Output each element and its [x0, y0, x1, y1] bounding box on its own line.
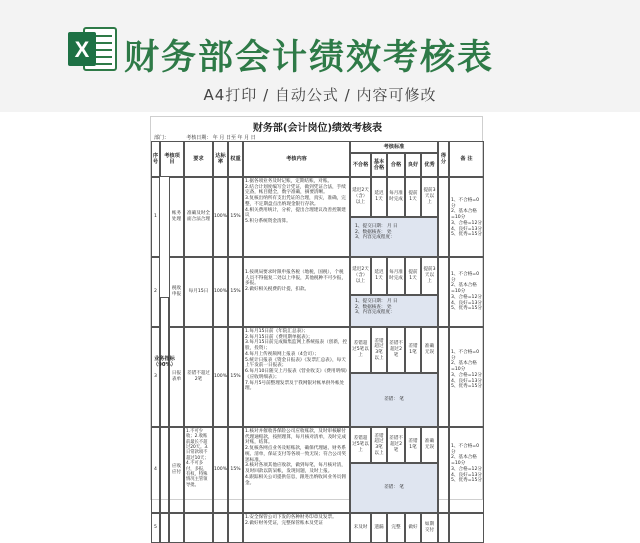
- row2-content: 1.按规局要求时限申报各税（地税，国税），个税人员不得拖复二处以上申报，其他税种不可少报，多报。 2.做好相关税费的计提，扣款。: [243, 257, 350, 327]
- header-standard: 考核标准: [350, 141, 438, 153]
- row4-pass: 差错不超过2笔: [387, 427, 405, 463]
- row1-rate: 100%: [213, 177, 228, 257]
- row5-fail: 未及时: [350, 513, 371, 543]
- row1-good: 提前1天: [405, 177, 421, 217]
- row3-weight: 15%: [228, 327, 243, 427]
- row4-rate: 100%: [213, 427, 228, 513]
- row3-item: 日报表单: [169, 327, 184, 427]
- row1-req: 准确及时全面合法合理: [184, 177, 213, 257]
- header-note: 备 注: [449, 141, 484, 177]
- row4-excellent: 准确无误: [421, 427, 438, 463]
- row2-item: 税收申报: [169, 257, 184, 327]
- meta-dept: 部门：: [154, 135, 170, 141]
- row5-good: 做好: [405, 513, 421, 543]
- row5-basic: 遗漏: [371, 513, 387, 543]
- row4-seq: 4: [151, 427, 160, 513]
- row5-item: [169, 513, 184, 543]
- row5-spacer: [160, 513, 169, 543]
- excel-icon: [66, 24, 118, 74]
- row3-excellent: 准确无误: [421, 327, 438, 373]
- header-content: 考核内容: [243, 141, 350, 177]
- row4-note: 1、不合格=0分 2、基本合格=10分 3、合格=12分 4、良好=13分 5、优秀=15分: [449, 427, 484, 513]
- row1-content: 1.据各项业务及时记账，定期结账，对账。 2.结合计划度编写会计凭证，做到凭证合法，手续完备，帐目健全，数字准确，摘要清晰。 3.复核出纳所有支出凭证的合理，真实，准确，完整，不定期盘点出纳现金银行存款。 4.相关费用统计，分析，提出合理建议改善控制建议 5.积分系统资金清算。: [243, 177, 350, 257]
- row1-pass: 每月准时完成: [387, 177, 405, 217]
- row1-basic: 延迟1天: [371, 177, 387, 217]
- row5-pass: 完整: [387, 513, 405, 543]
- row5-rate: [213, 513, 228, 543]
- row1-score[interactable]: [438, 177, 449, 257]
- header-excellent: 优秀: [421, 153, 438, 177]
- row1-fail: 延迟2天（含）以上: [350, 177, 371, 217]
- row2-pass: 每月准时完成: [387, 257, 405, 295]
- header-rate: 达标率: [213, 141, 228, 177]
- row3-fail: 差错超过5笔以上: [350, 327, 371, 373]
- row2-sub: 1、提交日期： 月 日 2、数据核查： 处 3、内容完成程度：: [350, 295, 438, 327]
- row5-seq: 5: [151, 513, 160, 543]
- row3-sub: 差错： 笔: [350, 373, 438, 427]
- row4-item: 应收应付: [169, 427, 184, 513]
- row2-weight: 15%: [228, 257, 243, 327]
- page-subtitle: A4打印 / 自动公式 / 内容可修改: [203, 86, 437, 104]
- header-item: 考核项目: [160, 141, 184, 177]
- row5-excellent: 如期交付: [421, 513, 438, 543]
- row2-basic: 延迟1天: [371, 257, 387, 295]
- row4-content: 1.核对并催收各保险公司应收账款，及时审核解付代理通赔款，按照理算，每月核对清单，及时完成对账，结算。 2.复核各网点业务及赔账款，确保代理通、财务系统、清单，保证支付等各项一致无误；符合公司奖惩标准。 3.核对各项其他应收款，做到每笔，每月核对清，及时回款以防呆帐，发现问题，及时上报。 4.跟踪相关公司提供信息，跟进出纳收回业务员佣金。: [243, 427, 350, 513]
- row3-seq: 3: [151, 327, 160, 427]
- header-seq: 序号: [151, 141, 160, 177]
- row3-good: 差错1笔: [405, 327, 421, 373]
- row2-rate: 100%: [213, 257, 228, 327]
- row2-good: 提前1天: [405, 257, 421, 295]
- row1-item: 帐务处理: [169, 177, 184, 257]
- row4-sub: 差错： 笔: [350, 463, 438, 513]
- row3-score[interactable]: [438, 327, 449, 427]
- header-req: 要求: [184, 141, 213, 177]
- page-title: 财务部会计绩效考核表: [124, 38, 495, 78]
- row3-req: 差错不超过2笔: [184, 327, 213, 427]
- row2-excellent: 提前3天以上: [421, 257, 438, 295]
- row3-rate: 100%: [213, 327, 228, 427]
- row4-req: 1.不可少收；2.收账前最长不超过20天。3.日常款项不超过10天；4.不可多付，多报，有权，特殊情况主管领导批。: [184, 427, 213, 513]
- row1-weight: 15%: [228, 177, 243, 257]
- row2-score[interactable]: [438, 257, 449, 327]
- category-label: 业务指标（90%）: [160, 297, 169, 427]
- row4-good: 差错1笔: [405, 427, 421, 463]
- row2-fail: 延迟2天（含）以上: [350, 257, 371, 295]
- row1-note: 1、不合格=0分 2、基本合格=10分 3、合格=12分 4、良好=13分 5、优秀=15分: [449, 177, 484, 257]
- row2-note: 1、不合格=0分 2、基本合格=10分 3、合格=12分 4、良好=13分 5、优秀=15分: [449, 257, 484, 327]
- header-basic: 基本合格: [371, 153, 387, 177]
- row1-sub: 1、提交日期： 月 日 2、数据核查： 处 3、内容完成程度：: [350, 217, 438, 257]
- row3-basic: 差错超过3笔以上: [371, 327, 387, 373]
- row4-weight: 15%: [228, 427, 243, 513]
- row5-weight: [228, 513, 243, 543]
- row5-score[interactable]: [438, 513, 449, 543]
- header-pass: 合格: [387, 153, 405, 177]
- row3-content: 1.每月15日前《年院汇总表》； 2.每月15日前《费用期单据表》； 3.每月15日前完成做集监网上系统报表（创新，控股，投资）； 4.每月上传视频网上报表（4会司）； 5.统计日报表《资金日报表》《发票汇总表》，每天上午发前一日报表； 6.每月10日随交上月报表《营业收支》《费用明细》《应收明细表》； 7.每月5号前整理发票及于我网银对帐单供外帐处理。: [243, 327, 350, 427]
- row1-seq: 1: [151, 177, 160, 257]
- row5-note: [449, 513, 484, 543]
- sheet-title: 财务部(会计岗位)绩效考核表: [252, 123, 383, 134]
- row2-seq: 2: [151, 257, 160, 327]
- header-score: 得分: [438, 141, 449, 177]
- row4-score[interactable]: [438, 427, 449, 513]
- row4-basic: 差错超过3笔以上: [371, 427, 387, 463]
- spreadsheet-preview: [150, 116, 483, 533]
- row4-spacer: [160, 427, 169, 513]
- row5-req: [184, 513, 213, 543]
- header-good: 良好: [405, 153, 421, 177]
- header-fail: 不合格: [350, 153, 371, 177]
- logo-letter: X: [74, 37, 90, 62]
- row4-fail: 差错超过5笔以上: [350, 427, 371, 463]
- header-weight: 权重: [228, 141, 243, 177]
- meta-date: 考核日期： 年 月 日至 年 月 日: [186, 135, 256, 141]
- banner-header: [0, 0, 640, 112]
- row2-req: 每月15日: [184, 257, 213, 327]
- sheet-meta: [154, 134, 256, 141]
- row3-pass: 差错不超过2笔: [387, 327, 405, 373]
- row1-excellent: 提前3天以上: [421, 177, 438, 217]
- row5-content: 1.安全保管公司下发的各种财务印章及发票。 2.做好财务凭证，完整保管账本及凭证: [243, 513, 350, 543]
- row3-note: 1、不合格=0分 2、基本合格=10分 3、合格=12分 4、良好=13分 5、优秀=15分: [449, 327, 484, 427]
